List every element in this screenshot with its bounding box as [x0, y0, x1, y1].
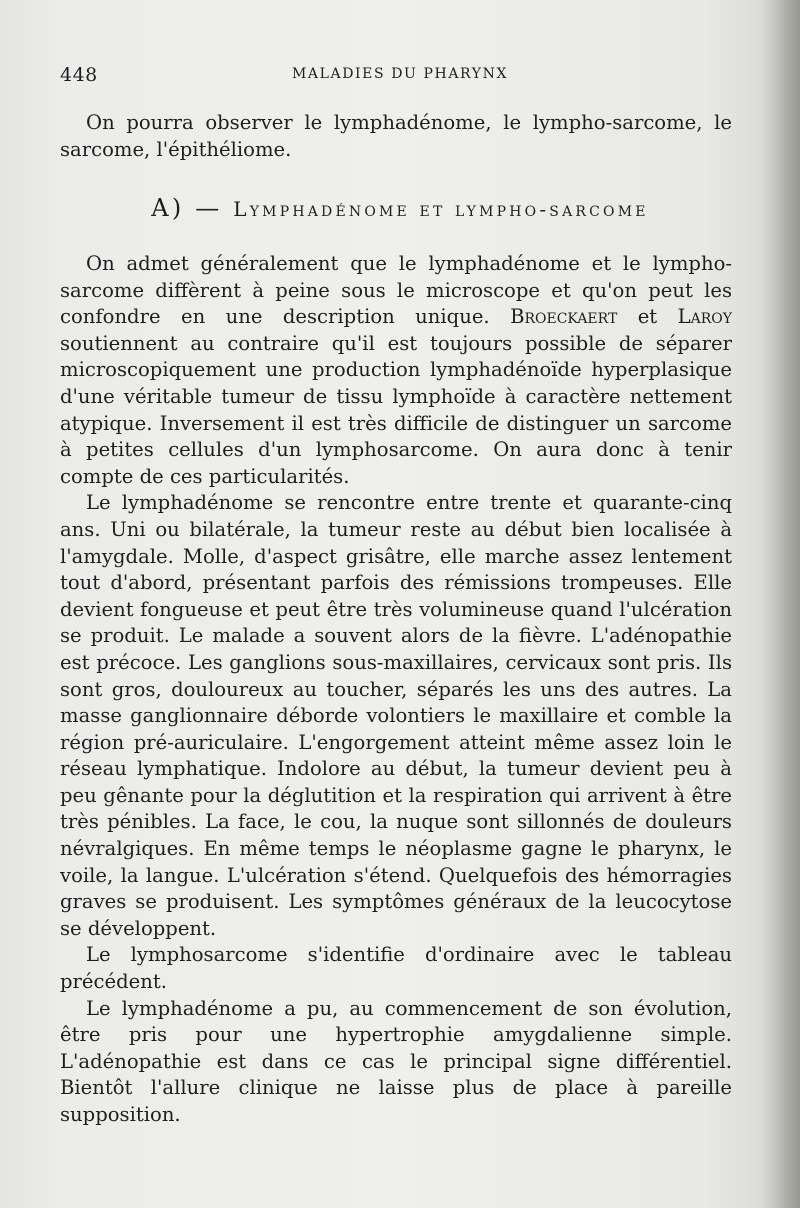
paragraph-1 [60, 251, 732, 490]
body-text [60, 251, 732, 1129]
paragraph-1-part-b: et [617, 305, 678, 329]
paragraph-1-part-a: On admet généralement que le lymphadénome et le lympho-sarcome diffèrent à peine sous le microscope et qu'on peut les confondre en une description unique. [60, 252, 732, 329]
intro-paragraph: On pourra observer le lymphadénome, le lympho-sarcome, le sarcome, l'épithéliome. [60, 111, 732, 161]
paragraph-3: Le lymphosarcome s'identifie d'ordinaire avec le tableau précédent. [60, 943, 732, 994]
page-edge-shadow [760, 0, 800, 1208]
section-heading: Lymphadénome et lympho-sarcome [233, 197, 649, 221]
author-name-broeckaert: Broeckaert [510, 305, 618, 329]
paragraph-4: Le lymphadénome a pu, au commencement de son évolution, être pris pour une hypertrophie amygdalienne simple. L'adénopathie est dans ce cas le principal signe différentiel. Bientôt l'allure clinique ne laisse plus de place à pareille supposition. [60, 996, 732, 1126]
author-name-laroy: Laroy [677, 305, 732, 329]
intro-text [60, 110, 732, 163]
section-label: A) — [151, 194, 234, 222]
page-header [60, 64, 740, 88]
paragraph-2: Le lymphadénome se rencontre entre trente et quarante-cinq ans. Uni ou bilatérale, la tumeur reste au début bien localisée à l'amygdale. Molle, d'aspect grisâtre, elle marche assez lentement tout d'abord, présentant parfois des rémissions trompeuses. Elle devient fongueuse et peut être très volumineuse quand l'ulcération se produit. Le malade a souvent alors de la fièvre. L'adénopathie est précoce. Les ganglions sous-maxillaires, cervicaux sont pris. Ils sont gros, douloureux au toucher, séparés les uns des autres. La masse ganglionnaire déborde volontiers le maxillaire et comble la région pré-auriculaire. L'engorgement atteint même assez loin le réseau lymphatique. Indolore au début, la tumeur devient peu à peu gênante pour la déglutition et la respiration qui arrivent à être très pénibles. La face, le cou, la nuque sont sillonnés de douleurs névralgiques. En même temps le néoplasme gagne le pharynx, le voile, la langue. L'ulcération s'étend. Quelquefois des hémorragies graves se produisent. Les symptômes généraux de la leucocytose se développent. [60, 491, 732, 940]
running-head: MALADIES DU PHARYNX [291, 66, 509, 82]
section-title [60, 194, 740, 222]
page-number: 448 [60, 64, 98, 86]
paragraph-1-part-c: soutiennent au contraire qu'il est toujours possible de séparer microscopiquement une production lymphadénoïde hyperplasique d'une véritable tumeur de tissu lymphoïde à caractère nettement atypique. Inversement il est très difficile de distinguer un sarcome à petites cellules d'un lymphosarcome. On aura donc à tenir compte de ces particularités. [60, 331, 732, 488]
